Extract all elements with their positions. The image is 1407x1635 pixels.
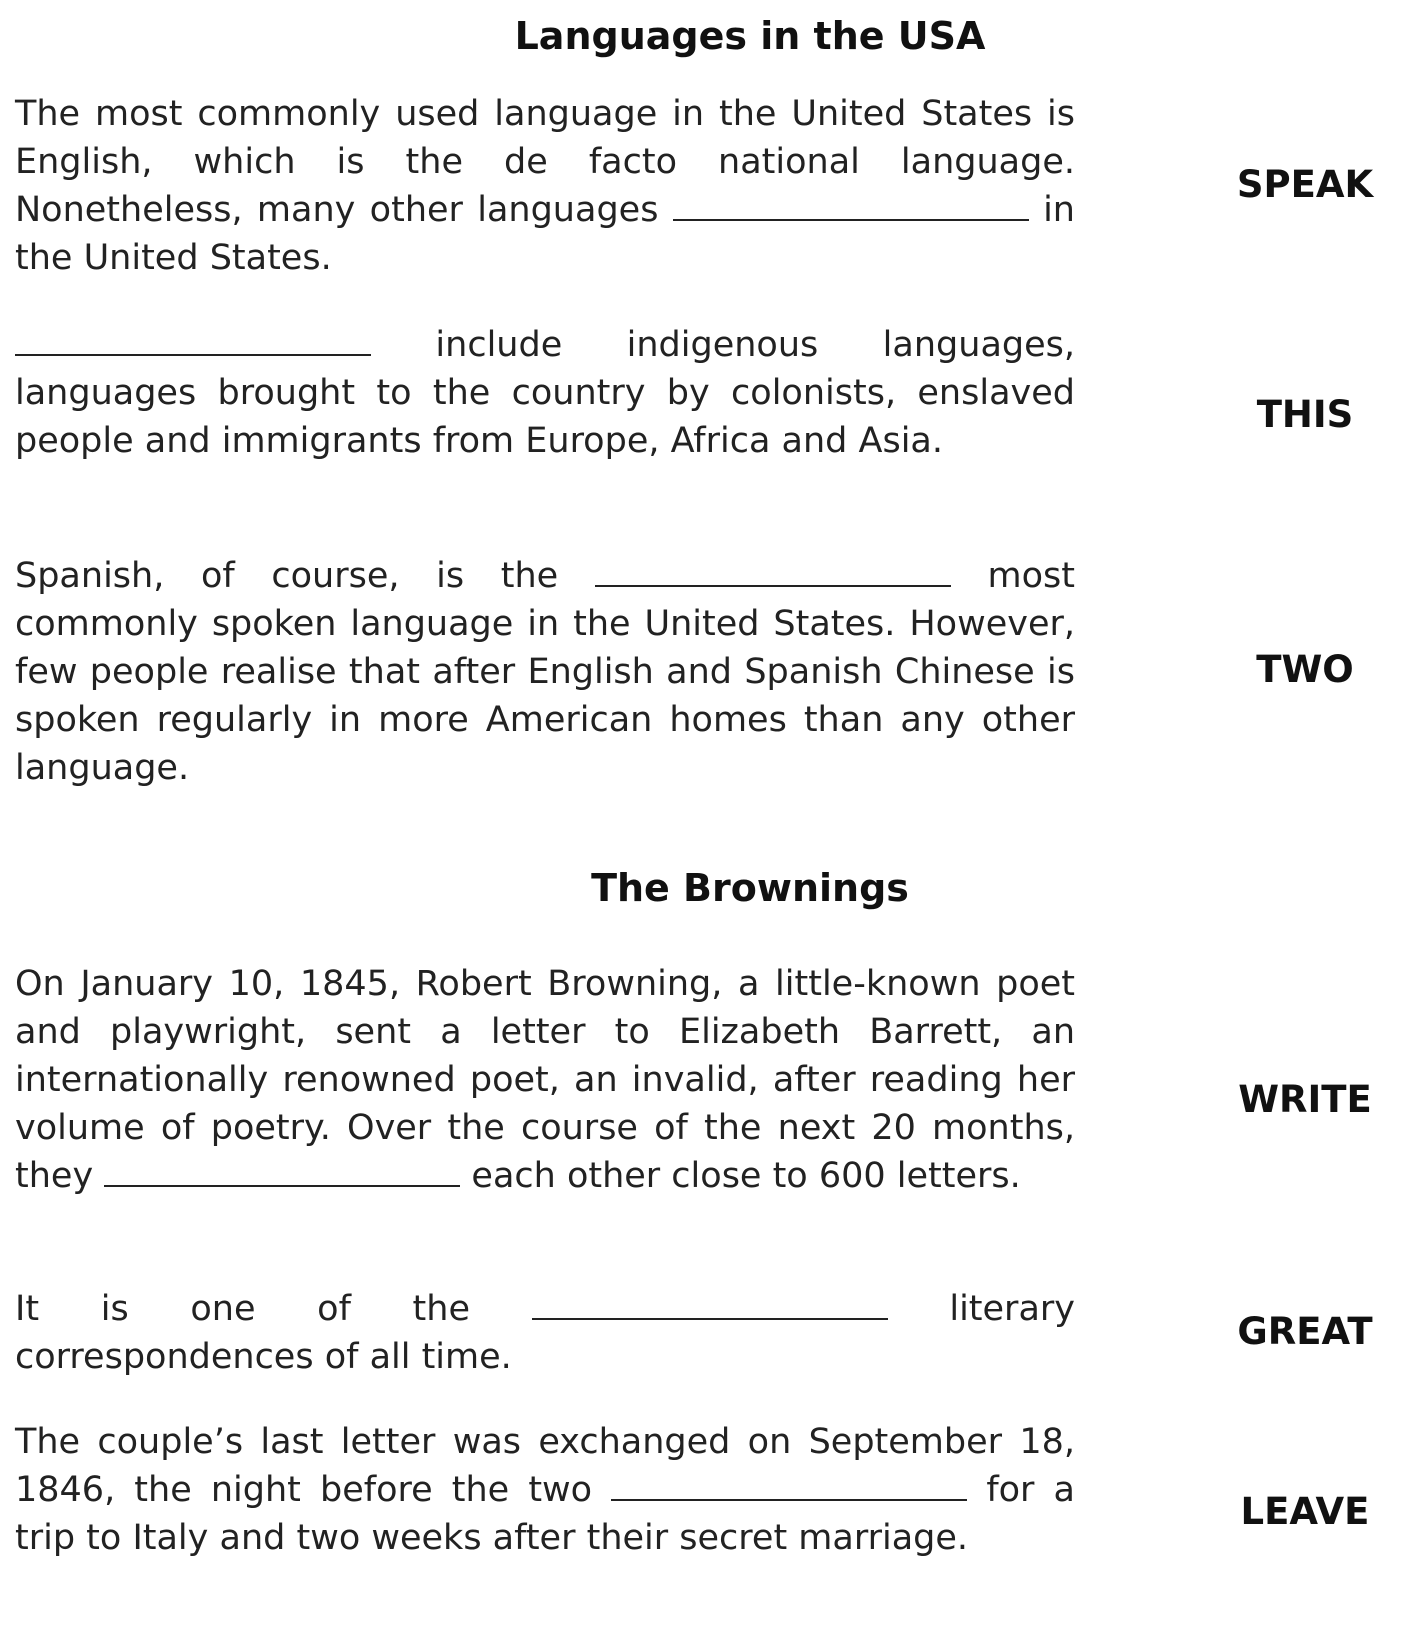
paragraph-text-before: On January 10, 1845, Robert Browning, a little-known poet and playwright, sent a letter to Elizabeth Barrett, an internationally renowned poet, an invalid, after reading her volume of poetry. Over the course of the next 20 months, they <box>15 964 1075 1196</box>
answer-blank[interactable] <box>104 1184 460 1187</box>
paragraph-text-before: Spanish, of course, is the <box>15 556 595 596</box>
paragraph-languages-2 <box>15 321 1075 465</box>
answer-blank[interactable] <box>532 1317 888 1320</box>
paragraph-languages-3 <box>15 552 1075 792</box>
paragraph-languages-1 <box>15 90 1075 282</box>
keyword-this: THIS <box>1256 393 1354 436</box>
keyword-great: GREAT <box>1237 1310 1373 1353</box>
paragraph-text-after: for a trip to Italy and two weeks after their secret marriage. <box>15 1470 1076 1558</box>
paragraph-brownings-2 <box>15 1285 1075 1381</box>
keyword-two: TWO <box>1256 648 1354 691</box>
answer-blank[interactable] <box>673 218 1029 221</box>
paragraph-text-before: It is one of the <box>15 1289 532 1329</box>
section-title-brownings: The Brownings <box>591 866 909 910</box>
paragraph-text-after: include indigenous languages, languages brought to the country by colonists, enslaved people and immigrants from Europe, Africa and Asia. <box>15 325 1075 461</box>
paragraph-text-after: each other close to 600 letters. <box>460 1156 1021 1196</box>
section-title-languages: Languages in the USA <box>514 14 986 58</box>
answer-blank[interactable] <box>611 1498 967 1501</box>
paragraph-text-before: The couple’s last letter was exchanged on September 18, 1846, the night before the two <box>15 1422 1075 1510</box>
answer-blank[interactable] <box>595 584 951 587</box>
keyword-speak: SPEAK <box>1236 163 1374 206</box>
paragraph-text-after: literary correspondences of all time. <box>15 1289 1075 1377</box>
paragraph-text-before: The most commonly used language in the United States is English, which is the de facto national language. Nonetheless, many other languages <box>15 94 1075 230</box>
paragraph-brownings-1 <box>15 960 1075 1200</box>
answer-blank[interactable] <box>15 353 371 356</box>
paragraph-text-after: in the United States. <box>15 190 1075 278</box>
paragraph-text-after: most commonly spoken language in the United States. However, few people realise that after English and Spanish Chinese is spoken regularly in more American homes than any other language. <box>15 556 1075 788</box>
keyword-leave: LEAVE <box>1240 1490 1370 1533</box>
keyword-write: WRITE <box>1238 1078 1372 1121</box>
paragraph-brownings-3 <box>15 1418 1075 1562</box>
